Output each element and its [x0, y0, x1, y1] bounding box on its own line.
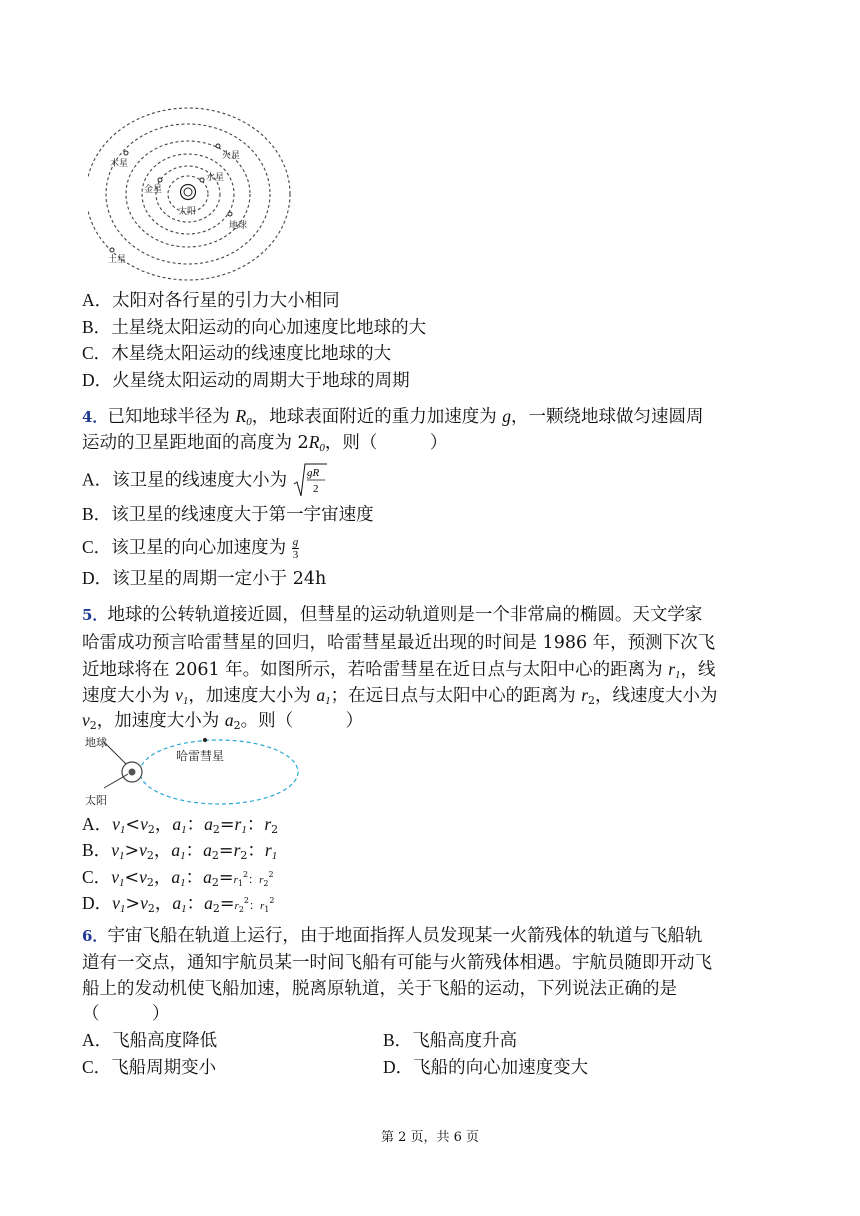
- page-footer: 第 2 页，共 6 页: [380, 1130, 480, 1145]
- option-text: 火星绕太阳运动的周期大于地球的周期: [112, 371, 410, 391]
- question-number: 4．: [82, 408, 108, 426]
- question-number: 6．: [82, 927, 108, 945]
- option-text: 木星绕太阳运动的线速度比地球的大: [111, 344, 392, 364]
- label-earth: 地球: [85, 736, 107, 749]
- sun-icon: [129, 769, 136, 776]
- q6-option-b: B．飞船高度升高: [383, 1030, 518, 1051]
- q5-option-b: B．$v_1>v_2$，$a_1$：$a_2=r_2$：$r_1$: [82, 840, 278, 862]
- q5-option-c: C．$v_1<v_2$，$a_1$：$a_2=r_1^2$：$r_2^2$: [82, 867, 274, 889]
- q5-option-a: A．$v_1<v_2$，$a_1$：$a_2=r_1$：$r_2$: [82, 814, 279, 836]
- q5-stem-line4: 速度大小为 $v_1$，加速度大小为 $a_1$；在远日点与太阳中心的距离为 $r_2$，线速度大小为: [82, 685, 718, 707]
- q6-option-d: D．飞船的向心加速度变大: [383, 1057, 589, 1078]
- q3-option-b: [82, 315, 426, 340]
- q5-stem-line1: 5．地球的公转轨道接近圆，但彗星的运动轨道则是一个非常扁的椭圆。天文学家: [82, 605, 703, 625]
- option-letter: B．: [82, 317, 112, 337]
- label-jupiter: 木星: [110, 159, 129, 169]
- label-mercury: 水星: [206, 173, 225, 183]
- q5-stem-line5: $v_2$，加速度大小为 $a_2$。则（ ）: [82, 710, 364, 732]
- fraction: $\frac{g}{3}$: [292, 536, 299, 561]
- comet-icon: [203, 738, 207, 742]
- sun-icon: [181, 185, 196, 200]
- q3-option-a: [82, 288, 340, 313]
- label-sun: 太阳: [178, 207, 197, 217]
- label-mars: 火星: [222, 151, 241, 161]
- q5-option-d: D．$v_1>v_2$，$a_1$：$a_2=r_2^2$：$r_1^2$: [82, 893, 275, 915]
- q6-stem-line4: （ ）: [82, 1004, 170, 1024]
- solar-system-figure: [88, 106, 298, 286]
- q6-stem-line3: 船上的发动机使飞船加速，脱离原轨道，关于飞船的运动，下列说法正确的是: [82, 979, 677, 999]
- q6-stem-line2: 道有一交点，通知宇航员某一时间飞船有可能与火箭残体相遇。宇航员随即开动飞: [82, 953, 712, 973]
- question-number: 5．: [82, 606, 108, 624]
- q5-stem-line2: 哈雷成功预言哈雷彗星的回归，哈雷彗星最近出现的时间是 1986 年，预测下次飞: [82, 633, 716, 653]
- q4-option-c: C．该卫星的向心加速度为 $\frac{g}{3}$: [82, 536, 299, 561]
- var-r: R: [235, 406, 247, 426]
- label-venus: 金星: [144, 185, 163, 195]
- q5-stem-line3: 近地球将在 2061 年。如图所示，若哈雷彗星在近日点与太阳中心的距离为 $r_1$，线: [82, 659, 716, 681]
- q3-option-d: [82, 368, 410, 393]
- label-earth: 地球: [229, 221, 248, 231]
- q6-option-a: A．飞船高度降低: [82, 1030, 218, 1051]
- q4-option-b: B．该卫星的线速度大于第一宇宙速度: [82, 504, 374, 525]
- option-letter: D．: [82, 370, 113, 390]
- option-letter: A．: [82, 290, 113, 310]
- q4-stem-line2: 运动的卫星距地面的高度为 $2R_0$，则（ ）: [82, 432, 448, 454]
- label-saturn: 土星: [108, 255, 127, 265]
- q4-option-d: D．该卫星的周期一定小于 24h: [82, 568, 327, 589]
- svg-text:2: 2: [312, 483, 319, 495]
- q4-stem-line1: 4．已知地球半径为 $R_0$，地球表面附近的重力加速度为 g，一颗绕地球做匀速圆周: [82, 406, 704, 428]
- q3-option-c: [82, 341, 391, 366]
- sqrt-expression: [293, 462, 327, 500]
- option-text: 太阳对各行星的引力大小相同: [112, 291, 340, 311]
- halley-comet-figure: [82, 732, 302, 812]
- q6-option-c: C．飞船周期变小: [82, 1057, 217, 1078]
- svg-text:gR: gR: [306, 467, 319, 479]
- label-halley: 哈雷彗星: [176, 749, 225, 763]
- q6-stem-line1: 6．宇宙飞船在轨道上运行，由于地面指挥人员发现某一火箭残体的轨道与飞船轨: [82, 926, 703, 946]
- option-letter: C．: [82, 343, 112, 363]
- var-g: g: [502, 406, 512, 426]
- q4-option-a: A．该卫星的线速度大小为 gR 2: [82, 462, 327, 500]
- label-sun: 太阳: [85, 794, 107, 807]
- option-text: 土星绕太阳运动的向心加速度比地球的大: [111, 318, 427, 338]
